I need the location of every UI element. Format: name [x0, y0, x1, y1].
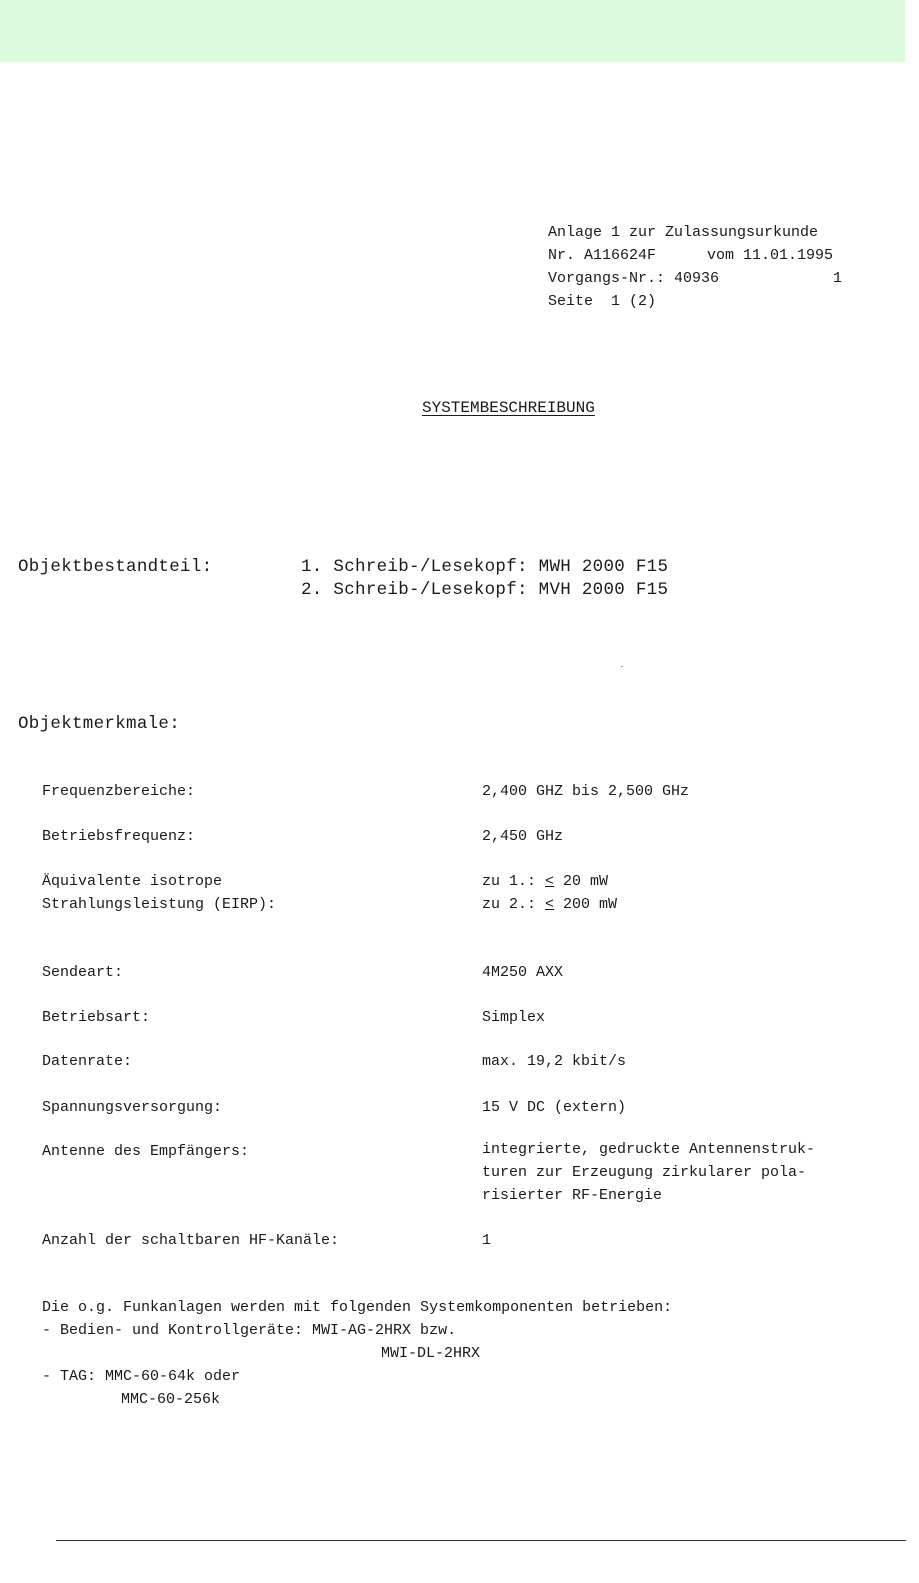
eirp-prefix-1: zu 1.:: [482, 873, 546, 890]
spec-value-antenna-line2: turen zur Erzeugung zirkularer pola-: [482, 1164, 807, 1181]
spec-value-data-rate: max. 19,2 kbit/s: [482, 1053, 627, 1070]
page-indicator: Seite 1 (2): [548, 293, 657, 310]
spec-value-eirp-1: [482, 870, 608, 893]
certificate-date: vom 11.01.1995: [707, 247, 834, 264]
spec-value-antenna-line3: risierter RF-Energie: [482, 1187, 663, 1204]
spec-value-mode: Simplex: [482, 1009, 546, 1026]
annex-line: Anlage 1 zur Zulassungsurkunde: [548, 224, 819, 241]
spec-label-hf-channels: Anzahl der schaltbaren HF-Kanäle:: [42, 1232, 340, 1249]
components-control-devices-alt: MWI-DL-2HRX: [381, 1345, 481, 1362]
spec-value-frequency-range: 2,400 GHZ bis 2,500 GHz: [482, 783, 690, 800]
spec-value-power-supply: 15 V DC (extern): [482, 1099, 627, 1116]
eirp-value-1: 20 mW: [554, 873, 609, 890]
eirp-prefix-2: zu 2.:: [482, 896, 546, 913]
scan-speck: [621, 666, 623, 667]
process-number: Vorgangs-Nr.: 40936: [548, 270, 720, 287]
eirp-value-2: 200 mW: [554, 896, 618, 913]
spec-label-power-supply: Spannungsversorgung:: [42, 1099, 223, 1116]
spec-value-eirp-2: [482, 893, 617, 916]
component-label: Objektbestandteil:: [18, 557, 213, 577]
characteristics-heading: Objektmerkmale:: [18, 714, 181, 734]
spec-label-antenna: Antenne des Empfängers:: [42, 1143, 250, 1160]
component-item-2: 2. Schreib-/Lesekopf: MVH 2000 F15: [301, 580, 669, 600]
spec-value-hf-channels: 1: [482, 1232, 492, 1249]
certificate-number: Nr. A116624F: [548, 247, 657, 264]
bottom-divider: [56, 1540, 906, 1541]
spec-label-data-rate: Datenrate:: [42, 1053, 133, 1070]
process-suffix: 1: [833, 270, 843, 287]
spec-label-mode: Betriebsart:: [42, 1009, 151, 1026]
spec-label-frequency-range: Frequenzbereiche:: [42, 783, 196, 800]
components-tag-alt: MMC-60-256k: [121, 1391, 221, 1408]
spec-value-operating-frequency: 2,450 GHz: [482, 828, 564, 845]
components-tag: - TAG: MMC-60-64k oder: [42, 1368, 241, 1385]
spec-label-emission: Sendeart:: [42, 964, 124, 981]
spec-label-eirp-line1: Äquivalente isotrope: [42, 873, 223, 890]
less-equal-sign: <: [545, 896, 555, 913]
top-highlight-band: [0, 0, 905, 62]
spec-value-antenna-line1: integrierte, gedruckte Antennenstruk-: [482, 1141, 816, 1158]
component-item-1: 1. Schreib-/Lesekopf: MWH 2000 F15: [301, 557, 669, 577]
spec-label-eirp-line2: Strahlungsleistung (EIRP):: [42, 896, 277, 913]
components-control-devices: - Bedien- und Kontrollgeräte: MWI-AG-2HRX bzw.: [42, 1322, 457, 1339]
document-title: SYSTEMBESCHREIBUNG: [422, 399, 595, 417]
less-equal-sign: <: [545, 873, 555, 890]
components-intro: Die o.g. Funkanlagen werden mit folgenden Systemkomponenten betrieben:: [42, 1299, 673, 1316]
spec-value-emission: 4M250 AXX: [482, 964, 564, 981]
spec-label-operating-frequency: Betriebsfrequenz:: [42, 828, 196, 845]
